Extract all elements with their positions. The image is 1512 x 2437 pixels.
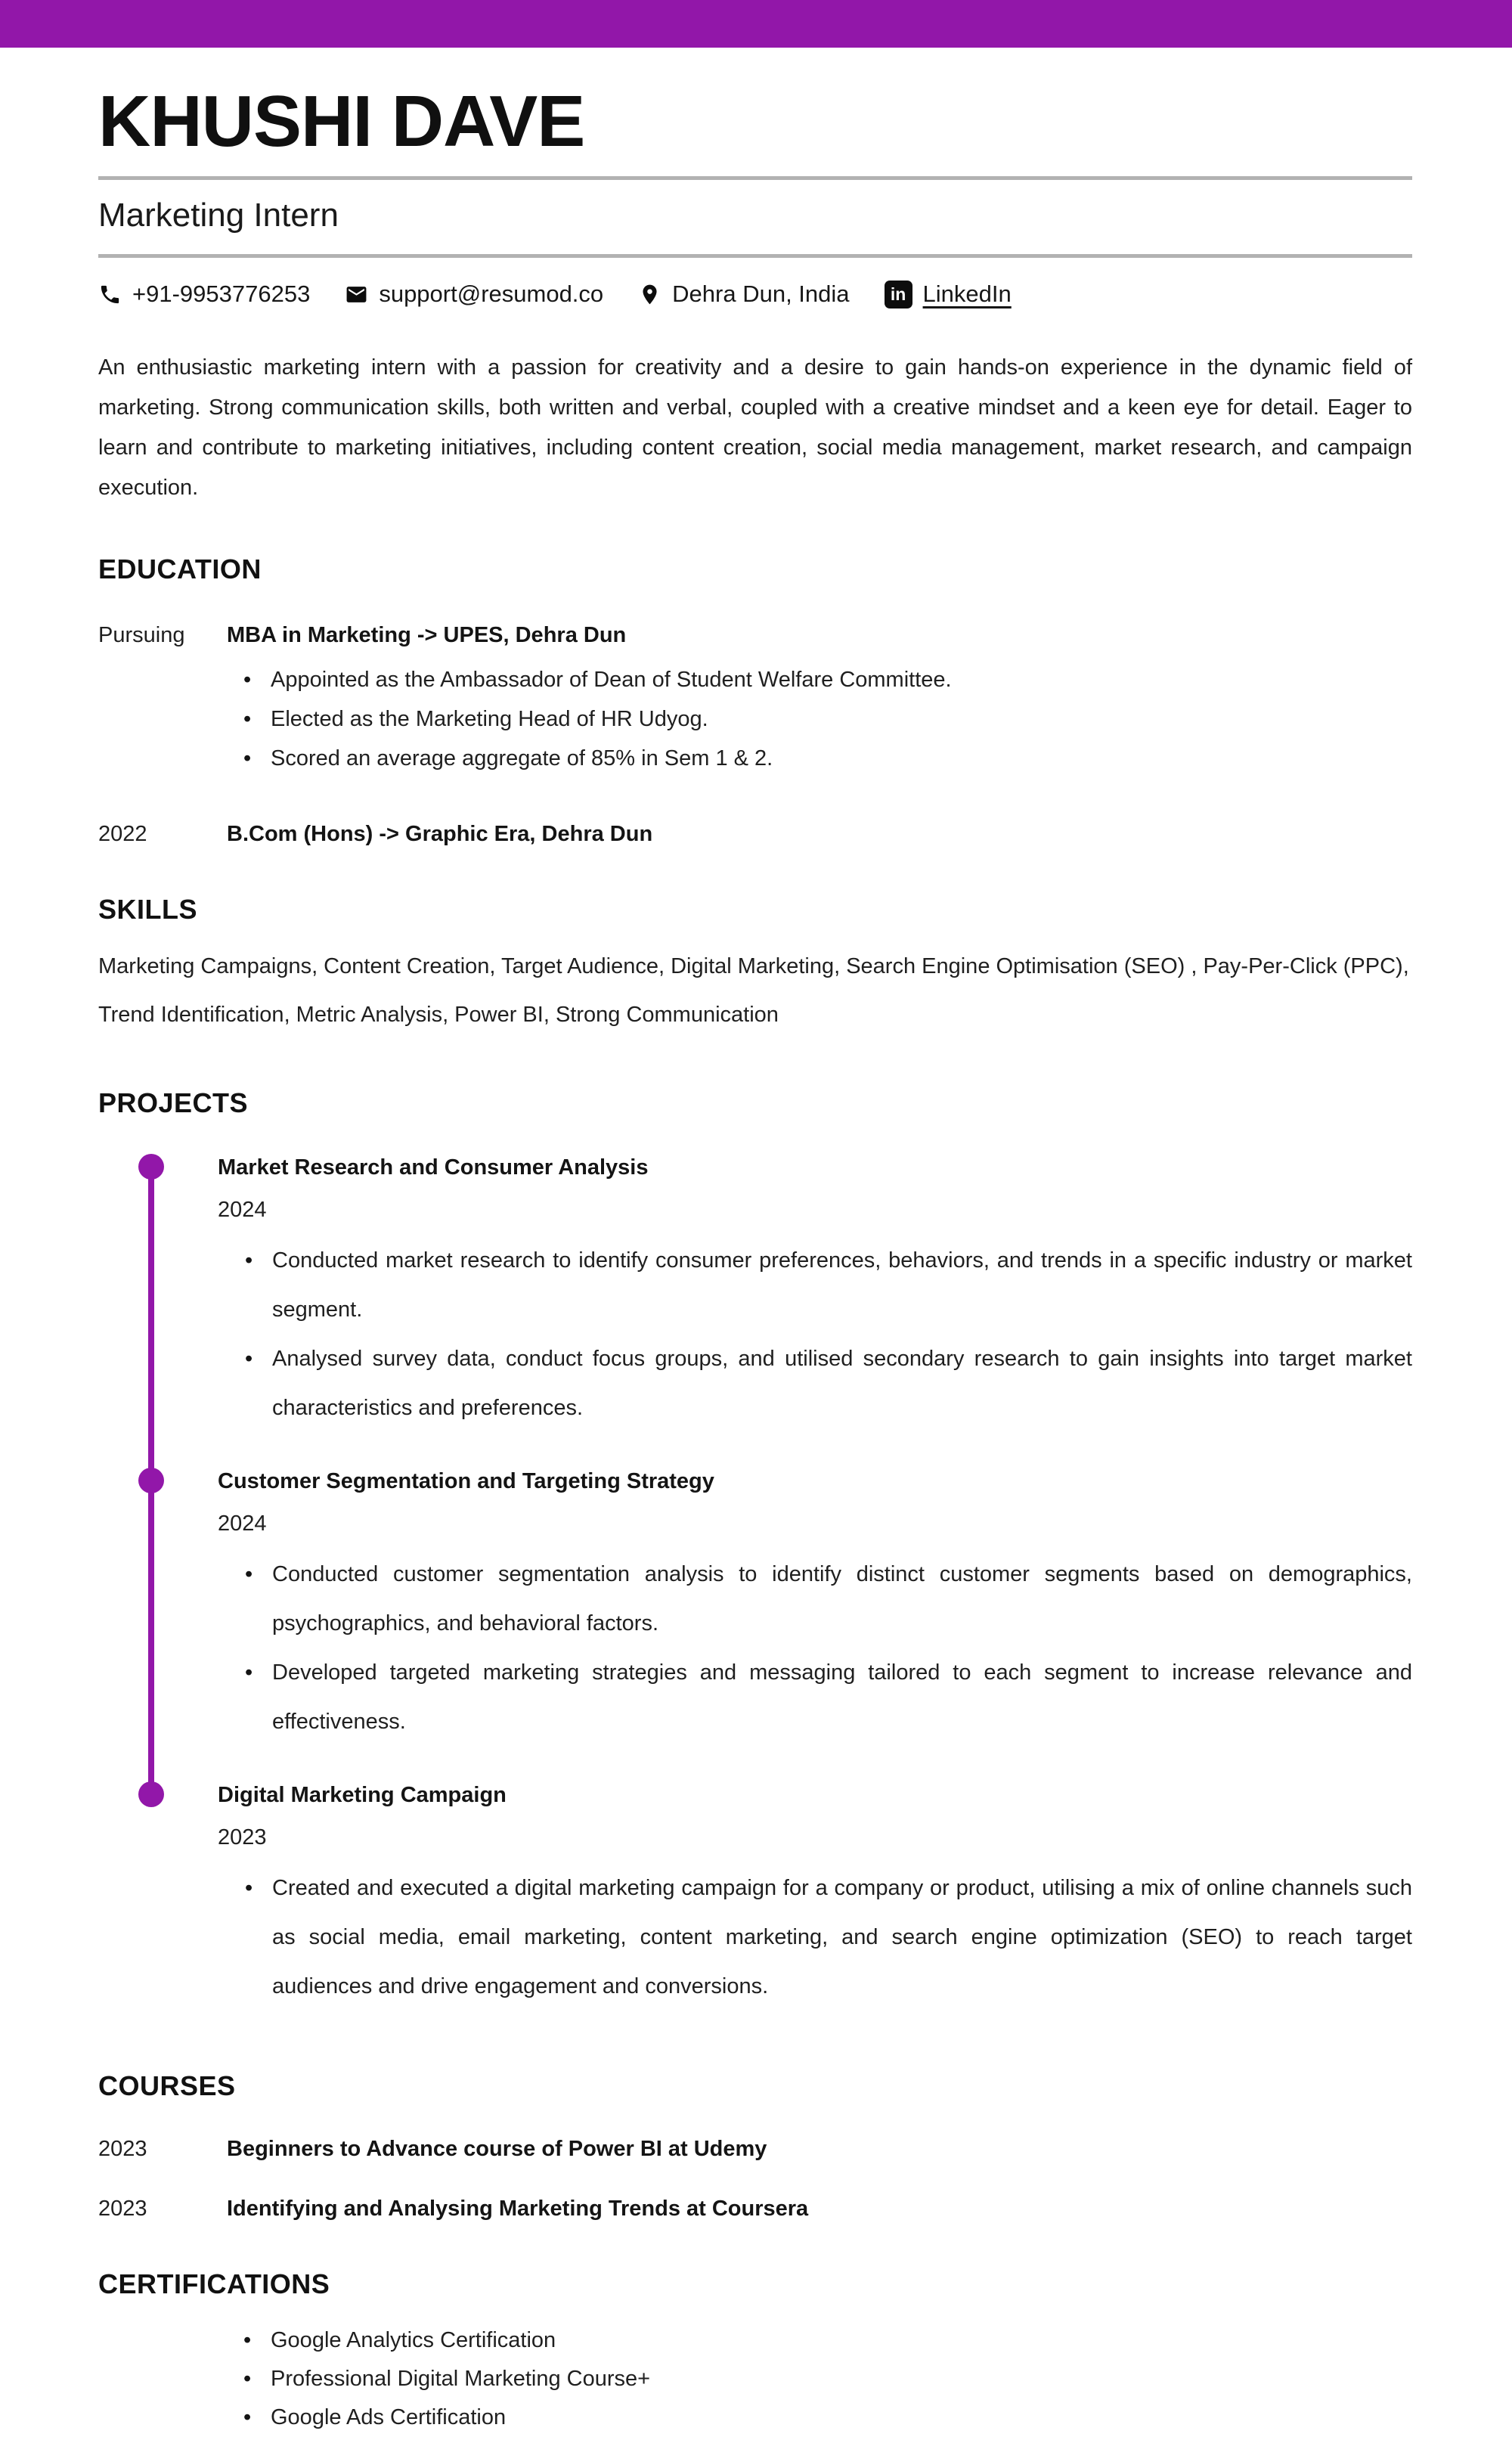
section-projects <box>98 1087 1412 2011</box>
linkedin-icon: in <box>885 281 912 309</box>
resume-content <box>0 81 1512 2437</box>
project-bullet-list <box>218 1550 1412 1747</box>
bullet-item: • Analysed survey data, conduct focus groups, and utilised secondary research to gain insights into target market characteristics and preferences. <box>272 1335 1412 1433</box>
project-title: Customer Segmentation and Targeting Strategy <box>218 1468 714 1493</box>
course-year: 2023 <box>98 2136 147 2161</box>
skills-text: Marketing Campaigns, Content Creation, Target Audience, Digital Marketing, Search Engine Optimisation (SEO) , Pay-Per-Click (PPC), Trend Identification, Metric Analysis, Power BI, Strong Communication <box>98 953 1409 1027</box>
project-item <box>98 1468 1412 1781</box>
education-bullet-list <box>98 660 1412 778</box>
education-degree: MBA in Marketing -> UPES, Dehra Dun <box>227 622 627 647</box>
email-address: support@resumod.co <box>379 281 604 308</box>
phone-item <box>98 281 310 308</box>
job-title: Marketing Intern <box>98 196 339 234</box>
project-bullet-list <box>218 1864 1412 2011</box>
education-item <box>98 822 1412 847</box>
section-skills <box>98 894 1412 1039</box>
education-period: Pursuing <box>98 622 185 647</box>
linkedin-link[interactable]: LinkedIn <box>922 281 1012 308</box>
courses-heading: COURSES <box>98 2070 236 2101</box>
email-icon <box>345 283 368 306</box>
bullet-item: • Google Analytics Certification <box>271 2321 1412 2360</box>
summary-paragraph: An enthusiastic marketing intern with a passion for creativity and a desire to gain hands-on experience in the dynamic field of marketing. Strong communication skills, both written and verbal, coupled with a creative mindset and a keen eye for detail. Eager to learn and contribute to marketing initiatives, including content creation, social media management, market research, and campaign execution. <box>98 355 1412 500</box>
project-year: 2024 <box>218 1511 267 1536</box>
linkedin-item <box>885 281 1012 309</box>
project-year: 2024 <box>218 1197 267 1222</box>
project-bullet-list <box>218 1236 1412 1433</box>
project-year: 2023 <box>218 1825 267 1849</box>
bullet-item: • Developed targeted marketing strategies and messaging tailored to each segment to increase relevance and effectiveness. <box>272 1648 1412 1747</box>
person-name: KHUSHI DAVE <box>98 81 585 162</box>
contact-row <box>98 281 1412 309</box>
section-education <box>98 553 1412 847</box>
education-degree: B.Com (Hons) -> Graphic Era, Dehra Dun <box>227 821 653 846</box>
course-year: 2023 <box>98 2196 147 2221</box>
project-item <box>98 1781 1412 2011</box>
project-title: Market Research and Consumer Analysis <box>218 1155 649 1180</box>
project-item <box>98 1154 1412 1468</box>
education-item <box>98 623 1412 648</box>
divider-under-title <box>98 254 1412 258</box>
bullet-item: • Conducted customer segmentation analysis to identify distinct customer segments based on demographics, psychographics, and behavioral factors. <box>272 1550 1412 1648</box>
course-item <box>98 2197 1412 2222</box>
education-period: 2022 <box>98 821 147 846</box>
bullet-item: • Google Ads Certification <box>271 2398 1412 2437</box>
top-accent-bar <box>0 0 1512 48</box>
skills-heading: SKILLS <box>98 893 198 925</box>
location-text: Dehra Dun, India <box>672 281 850 308</box>
location-pin-icon <box>638 283 662 306</box>
phone-number: +91-9953776253 <box>132 281 311 308</box>
section-certifications <box>98 2268 1412 2437</box>
bullet-item: • Elected as the Marketing Head of HR Udyog. <box>271 699 1412 739</box>
phone-icon <box>98 283 122 306</box>
bullet-item: • Created and executed a digital marketing campaign for a company or product, utilising a mix of online channels such as social media, email marketing, content marketing, and search engine optimization (SEO) to reach target audiences and drive engagement and conversions. <box>272 1864 1412 2011</box>
course-title: Beginners to Advance course of Power BI at Udemy <box>227 2136 767 2161</box>
bullet-item: • Conducted market research to identify consumer preferences, behaviors, and trends in a specific industry or market segment. <box>272 1236 1412 1335</box>
bullet-item: • Appointed as the Ambassador of Dean of Student Welfare Committee. <box>271 660 1412 699</box>
project-title: Digital Marketing Campaign <box>218 1782 507 1807</box>
course-title: Identifying and Analysing Marketing Trends at Coursera <box>227 2196 809 2221</box>
certifications-list <box>98 2321 1412 2437</box>
section-courses <box>98 2070 1412 2222</box>
divider-top <box>98 176 1412 180</box>
certifications-heading: CERTIFICATIONS <box>98 2268 330 2299</box>
email-item <box>345 281 603 308</box>
location-item <box>638 281 849 308</box>
projects-timeline <box>98 1154 1412 2011</box>
bullet-item: • Professional Digital Marketing Course+ <box>271 2360 1412 2398</box>
course-item <box>98 2137 1412 2162</box>
education-heading: EDUCATION <box>98 553 262 584</box>
bullet-item: • Scored an average aggregate of 85% in Sem 1 & 2. <box>271 739 1412 778</box>
projects-heading: PROJECTS <box>98 1087 249 1118</box>
